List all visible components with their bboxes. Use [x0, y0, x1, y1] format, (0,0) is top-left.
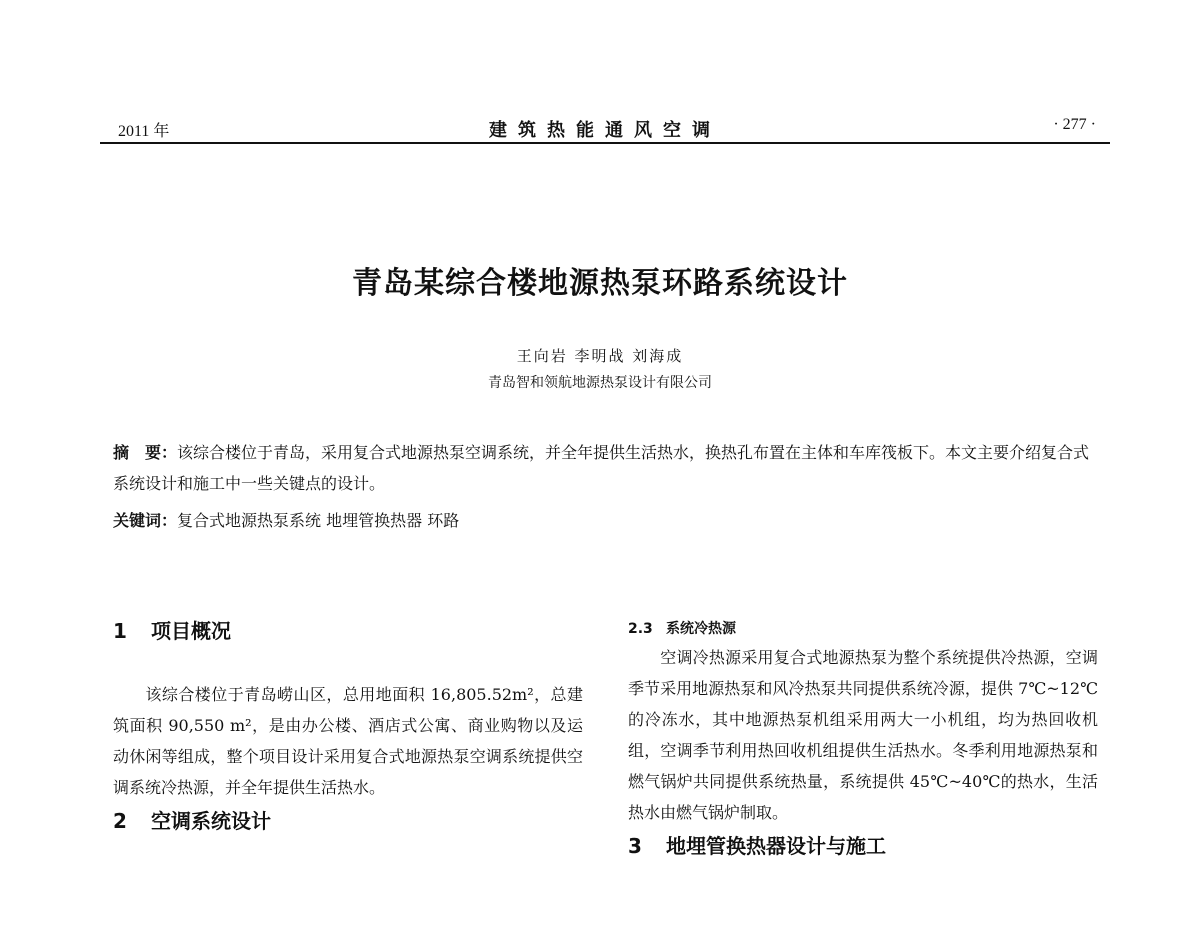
keywords-label: 关键词： [113, 511, 178, 530]
subsection-2-3-title: 系统冷热源 [666, 621, 736, 637]
abstract-text: 该综合楼位于青岛，采用复合式地源热泵空调系统，并全年提供生活热水，换热孔布置在主体和车库筏板下。本文主要介绍复合式系统设计和施工中一些关键点的设计。 [113, 443, 1090, 493]
header-page-number: · 277 · [1053, 116, 1096, 133]
subsection-2-3-number: 2.3 [628, 621, 653, 637]
header-journal-name: 建筑热能通风空调 [489, 120, 721, 141]
section-1-text: 该综合楼位于青岛崂山区，总用地面积 16,805.52m²，总建筑面积 90,550 m²，是由办公楼、酒店式公寓、商业购物以及运动休闲等组成，整个项目设计采用复合式地源热泵空调系统提供空调系统冷热源，并全年提供生活热水。 [113, 685, 583, 797]
affiliation: 青岛智和领航地源热泵设计有限公司 [488, 375, 712, 391]
paper-title: 青岛某综合楼地源热泵环路系统设计 [352, 266, 848, 301]
section-3-title: 地埋管换热器设计与施工 [666, 834, 886, 858]
running-header [100, 112, 1110, 144]
section-2-number: 2 [113, 809, 127, 833]
abstract-label: 摘 要： [113, 443, 178, 462]
subsection-2-3-paragraph [628, 642, 1098, 828]
keywords [113, 508, 1093, 531]
abstract [113, 437, 1093, 499]
authors: 王向岩 李明战 刘海成 [516, 347, 684, 365]
section-1-number: 1 [113, 619, 127, 643]
section-2-title: 空调系统设计 [151, 809, 271, 833]
section-3-number: 3 [628, 834, 642, 858]
section-2-heading [113, 805, 271, 834]
section-1-paragraph [113, 679, 583, 803]
section-3-heading [628, 830, 886, 859]
subsection-2-3-heading [628, 618, 736, 638]
header-rule [100, 142, 1110, 144]
section-1-title: 项目概况 [151, 619, 231, 643]
keywords-text: 复合式地源热泵系统 地埋管换热器 环路 [177, 511, 460, 530]
header-year: 2011 年 [118, 123, 170, 140]
subsection-2-3-text: 空调冷热源采用复合式地源热泵为整个系统提供冷热源，空调季节采用地源热泵和风冷热泵共同提供系统冷源，提供 7℃~12℃的冷冻水，其中地源热泵机组采用两大一小机组，均为热回收机组，空调季节利用热回收机组提供生活热水。冬季利用地源热泵和燃气锅炉共同提供系统热量，系统提供 45℃~40℃的热水，生活热水由燃气锅炉制取。 [628, 648, 1098, 822]
section-1-heading [113, 615, 231, 644]
